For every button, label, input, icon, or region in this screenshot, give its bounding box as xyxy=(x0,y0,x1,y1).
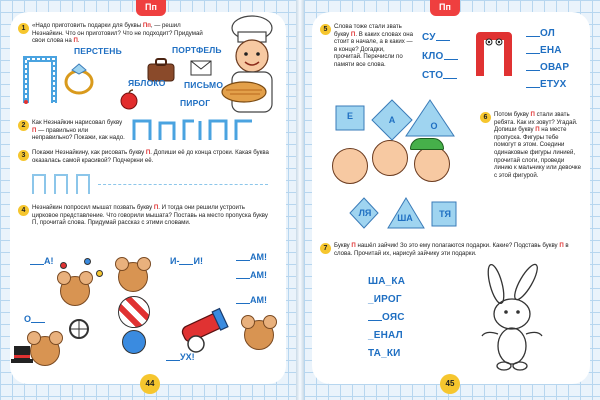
letter-blank xyxy=(526,62,540,71)
word-sto[interactable] xyxy=(422,70,457,81)
task-6-letter: П xyxy=(530,111,535,118)
word-text: ОЯС xyxy=(382,312,405,323)
circus-ball xyxy=(122,330,146,354)
exclamation-text: АМ! xyxy=(250,270,267,280)
exclamation-a[interactable] xyxy=(30,256,54,266)
tracing-letter xyxy=(54,174,68,194)
letter-blank xyxy=(179,256,193,265)
task-2-text-part: Как Незнайкин нарисовал букву xyxy=(32,119,123,126)
exclamation-am-3[interactable] xyxy=(236,295,267,305)
mouse-on-ball xyxy=(118,262,148,292)
task-1-letter: П xyxy=(73,37,78,45)
task-6-letter: П xyxy=(535,126,540,134)
task-6-text-part: Потом букву xyxy=(494,111,531,118)
juggling-ball xyxy=(96,270,103,277)
task-1-text xyxy=(32,22,212,45)
juggling-ball xyxy=(84,258,91,265)
word-text: СТО xyxy=(422,70,444,81)
chef-illustration xyxy=(218,14,286,118)
word-text: ЕНА xyxy=(540,45,562,56)
gift-word-penal[interactable]: _ЕНАЛ xyxy=(368,330,403,341)
tracing-guide-line xyxy=(98,184,268,185)
letter-blank xyxy=(30,256,44,265)
gift-word-shapka[interactable]: ША_КА xyxy=(368,276,406,287)
word-etuh[interactable] xyxy=(526,79,566,90)
task-6-text-part: на месте пропуска. Фигуры тебе помогут в этом. Соедини одинаковые фигуры линией, прочитай слоги, проведи линию к мальчику или девочке с этой фигурой. xyxy=(494,126,582,179)
left-page-tab: Пп xyxy=(136,0,166,16)
gift-word-tapki[interactable]: ТА_КИ xyxy=(368,348,401,359)
word-pie: ПИРОГ xyxy=(180,98,211,108)
letter-p-outline-icon xyxy=(22,55,58,105)
green-cap xyxy=(410,138,444,150)
tracing-letter xyxy=(32,174,46,194)
gift-word-pirog[interactable]: _ИРОГ xyxy=(368,294,402,305)
task-5-text-part: Слова тоже стали звать букву xyxy=(334,23,402,38)
word-apple: ЯБЛОКО xyxy=(128,78,166,88)
mouse-juggler xyxy=(60,276,90,306)
task-2-text xyxy=(32,119,128,142)
syllable-sha: ША xyxy=(397,213,413,223)
exclamation-text: И! xyxy=(193,256,203,266)
apple-icon xyxy=(118,88,140,110)
letter-blank xyxy=(444,51,458,60)
syllable-lya: ЛЯ xyxy=(358,208,372,218)
right-page xyxy=(304,0,600,400)
letter-blank xyxy=(368,312,382,321)
task-5-text xyxy=(334,23,414,69)
task-2-text-part: — правильно или неправильно? Покажи, как надо. xyxy=(32,126,125,142)
right-page-tab: Пп xyxy=(430,0,460,16)
task-4-text xyxy=(32,204,272,227)
task-7-text-part: нашёл зайчик! Зо это ему полагаются подарки. Какие? Подставь букву xyxy=(355,242,560,249)
task-7-number: 7 xyxy=(320,243,331,254)
task-5-letter: П xyxy=(350,30,356,38)
task-3-text-part: . Допиши её до конца строки. Какая буква оказалась самой красивой? Подчеркни её. xyxy=(32,149,269,164)
book-gutter xyxy=(296,0,304,400)
letter-blank xyxy=(526,28,540,37)
syllable-o: О xyxy=(430,121,438,131)
syllable-e: Е xyxy=(346,111,353,121)
word-briefcase: ПОРТФЕЛЬ xyxy=(172,45,222,55)
exclamation-text: А! xyxy=(44,256,54,266)
envelope-icon xyxy=(190,60,212,76)
task-6-text xyxy=(494,111,582,179)
letter-blank xyxy=(236,270,250,279)
exclamation-text: АМ! xyxy=(250,252,267,262)
exclamation-am-2[interactable] xyxy=(236,270,267,280)
cannon-icon xyxy=(176,300,236,354)
task-7-text-part: Букву xyxy=(334,242,352,249)
task-7-letter: П xyxy=(559,242,564,249)
letter-tracing-row[interactable] xyxy=(32,174,272,196)
task-1-text-part: «Надо приготовить подарки для буквы xyxy=(32,22,143,29)
letter-p-character xyxy=(474,30,514,80)
task-5-text-part: . В каких словах она стоит в начале, а в каких — в конце? Догадки, прочитай. Перечисли по памяти все слова. xyxy=(334,30,413,68)
word-ovar[interactable] xyxy=(526,62,569,73)
word-text: ОЛ xyxy=(540,28,555,39)
word-text: ЕТУХ xyxy=(540,79,567,90)
page-number-right: 45 xyxy=(440,374,460,394)
word-text: ОВАР xyxy=(540,62,570,73)
exclamation-text: АМ! xyxy=(250,295,267,305)
task-3-number: 3 xyxy=(18,150,29,161)
juggling-ball xyxy=(60,262,67,269)
exclamation-o[interactable] xyxy=(24,314,45,324)
letter-blank xyxy=(236,252,250,261)
word-letter: ПИСЬМО xyxy=(184,80,224,90)
mouse-clown xyxy=(244,320,274,350)
page-number-left: 44 xyxy=(140,374,160,394)
task-3-text xyxy=(32,149,280,164)
word-text: СУ xyxy=(422,32,436,43)
letter-blank xyxy=(526,79,540,88)
task-1-text-part: . xyxy=(77,37,80,45)
task-4-number: 4 xyxy=(18,205,29,216)
task-4-text-part: Незнайкин попросил мышат позвать букву xyxy=(32,204,154,211)
unicycle-icon xyxy=(68,318,90,340)
kid-boy-face xyxy=(372,140,408,176)
task-6-text-part: стали звать ребята. Как их зовут? Угадай. Допиши букву xyxy=(494,111,578,134)
tracing-letter xyxy=(76,174,90,194)
task-1-number: 1 xyxy=(18,23,29,34)
task-7-text-part: в слова. Прочитай их, нарисуй зайчику эти подарки. xyxy=(334,242,569,257)
exclamation-i[interactable] xyxy=(170,256,203,266)
task-4-letter: П xyxy=(153,204,159,211)
task-1-letter: Пп xyxy=(142,22,151,29)
letter-blank xyxy=(436,32,450,41)
kid-girl-face xyxy=(332,148,368,184)
exclamation-text: О xyxy=(24,314,32,324)
task-3-letter: П xyxy=(145,149,151,156)
ring-icon xyxy=(62,60,98,96)
task-4-text-part: . И тогда они решили устроить цирковое представление. Что говорили мышата? Поставь на место пропуска букву П, прочитай слова. Придумай рассказ с этими словами. xyxy=(32,204,268,227)
letter-blank xyxy=(526,45,540,54)
circus-ball xyxy=(118,296,150,328)
word-ena[interactable] xyxy=(526,45,562,56)
letter-blank xyxy=(31,314,45,323)
exclamation-text: УХ! xyxy=(180,352,195,362)
task-7-letter: П xyxy=(351,242,356,249)
gift-word-poyas[interactable] xyxy=(368,312,405,323)
letter-blank xyxy=(443,70,457,79)
word-ol[interactable] xyxy=(526,28,555,39)
word-ring: ПЕРСТЕНЬ xyxy=(74,46,122,56)
task-5-number: 5 xyxy=(320,24,331,35)
task-2-letter: П xyxy=(32,126,37,134)
task-6-number: 6 xyxy=(480,112,491,123)
magic-hat-icon xyxy=(10,342,34,366)
task-7-text xyxy=(334,242,582,257)
letter-blank xyxy=(236,295,250,304)
word-su[interactable] xyxy=(422,32,450,43)
task-3-text-part: Покажи Незнайкину, как рисовать букву xyxy=(32,149,146,156)
word-klo[interactable] xyxy=(422,51,458,62)
left-page xyxy=(0,0,296,400)
kid-boy-cap-face xyxy=(414,146,450,182)
exclamation-text: И- xyxy=(170,256,180,266)
exclamation-am-1[interactable] xyxy=(236,252,267,262)
word-text: КЛО xyxy=(422,51,444,62)
task-2-number: 2 xyxy=(18,120,29,131)
syllable-tya: ТЯ xyxy=(439,209,451,219)
drawn-letters-comparison xyxy=(132,118,282,142)
task-1-text-part: , — решил Незнайкин. Что он приготовил? Что не подходит? Придумай свои слова на xyxy=(32,22,203,45)
bunny-coloring-illustration xyxy=(452,262,572,372)
mouse-magician xyxy=(30,336,60,366)
syllable-a: А xyxy=(388,115,396,125)
